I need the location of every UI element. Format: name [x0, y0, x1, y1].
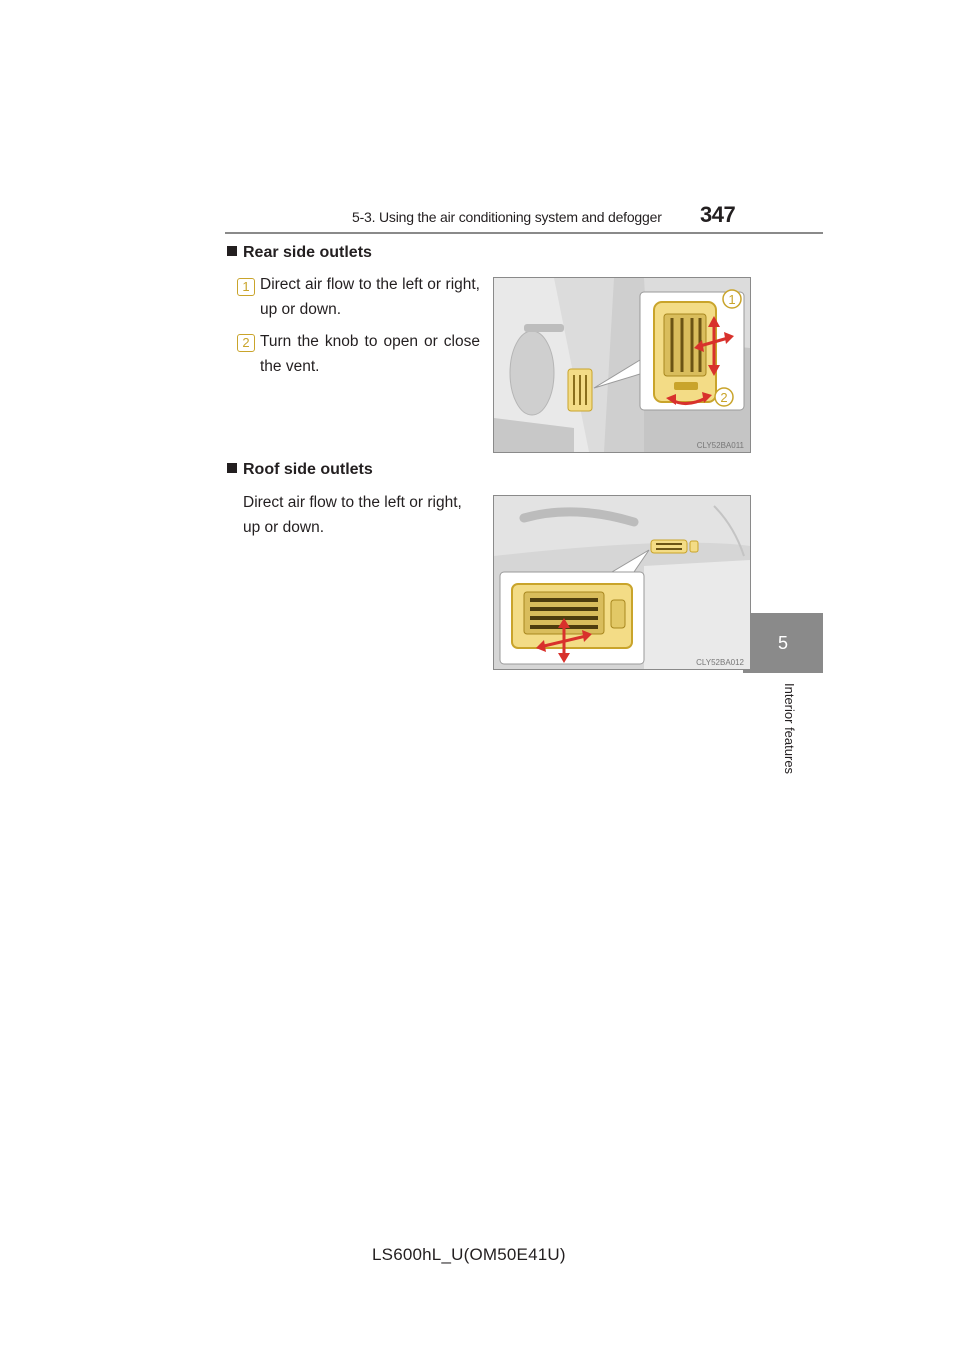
section-heading-roof-side-outlets [227, 461, 373, 479]
rear-side-outlet-illustration [494, 278, 750, 452]
section-heading-rear-side-outlets [227, 244, 372, 262]
square-bullet-icon [227, 463, 237, 473]
chapter-tab [743, 613, 823, 673]
heading-text: Rear side outlets [243, 244, 372, 261]
heading-text: Roof side outlets [243, 461, 373, 478]
chapter-label: Interior features [782, 683, 797, 775]
roof-outlets-text: Direct air flow to the left or right, up or down. [243, 494, 462, 536]
header-rule [225, 232, 823, 234]
callout-2: 2 [720, 390, 728, 405]
figure-code: CLY52BA011 [696, 441, 744, 450]
page-number: 347 [700, 202, 736, 227]
step-text-1: Direct air flow to the left or right, up or down. [260, 276, 480, 318]
figure-rear-side-outlet [493, 277, 751, 453]
step-badge-1: 1 [237, 278, 255, 296]
chapter-number: 5 [777, 633, 788, 653]
running-header-title: 5-3. Using the air conditioning system and defogger [352, 209, 662, 225]
callout-1: 1 [728, 292, 736, 307]
roof-side-outlet-illustration [494, 496, 750, 669]
step-text-2: Turn the knob to open or close the vent. [260, 333, 480, 375]
footer-model-code: LS600hL_U(OM50E41U) [372, 1245, 566, 1264]
figure-code: CLY52BA012 [696, 658, 744, 667]
square-bullet-icon [227, 246, 237, 256]
step-badge-2: 2 [237, 334, 255, 352]
figure-roof-side-outlet [493, 495, 751, 670]
